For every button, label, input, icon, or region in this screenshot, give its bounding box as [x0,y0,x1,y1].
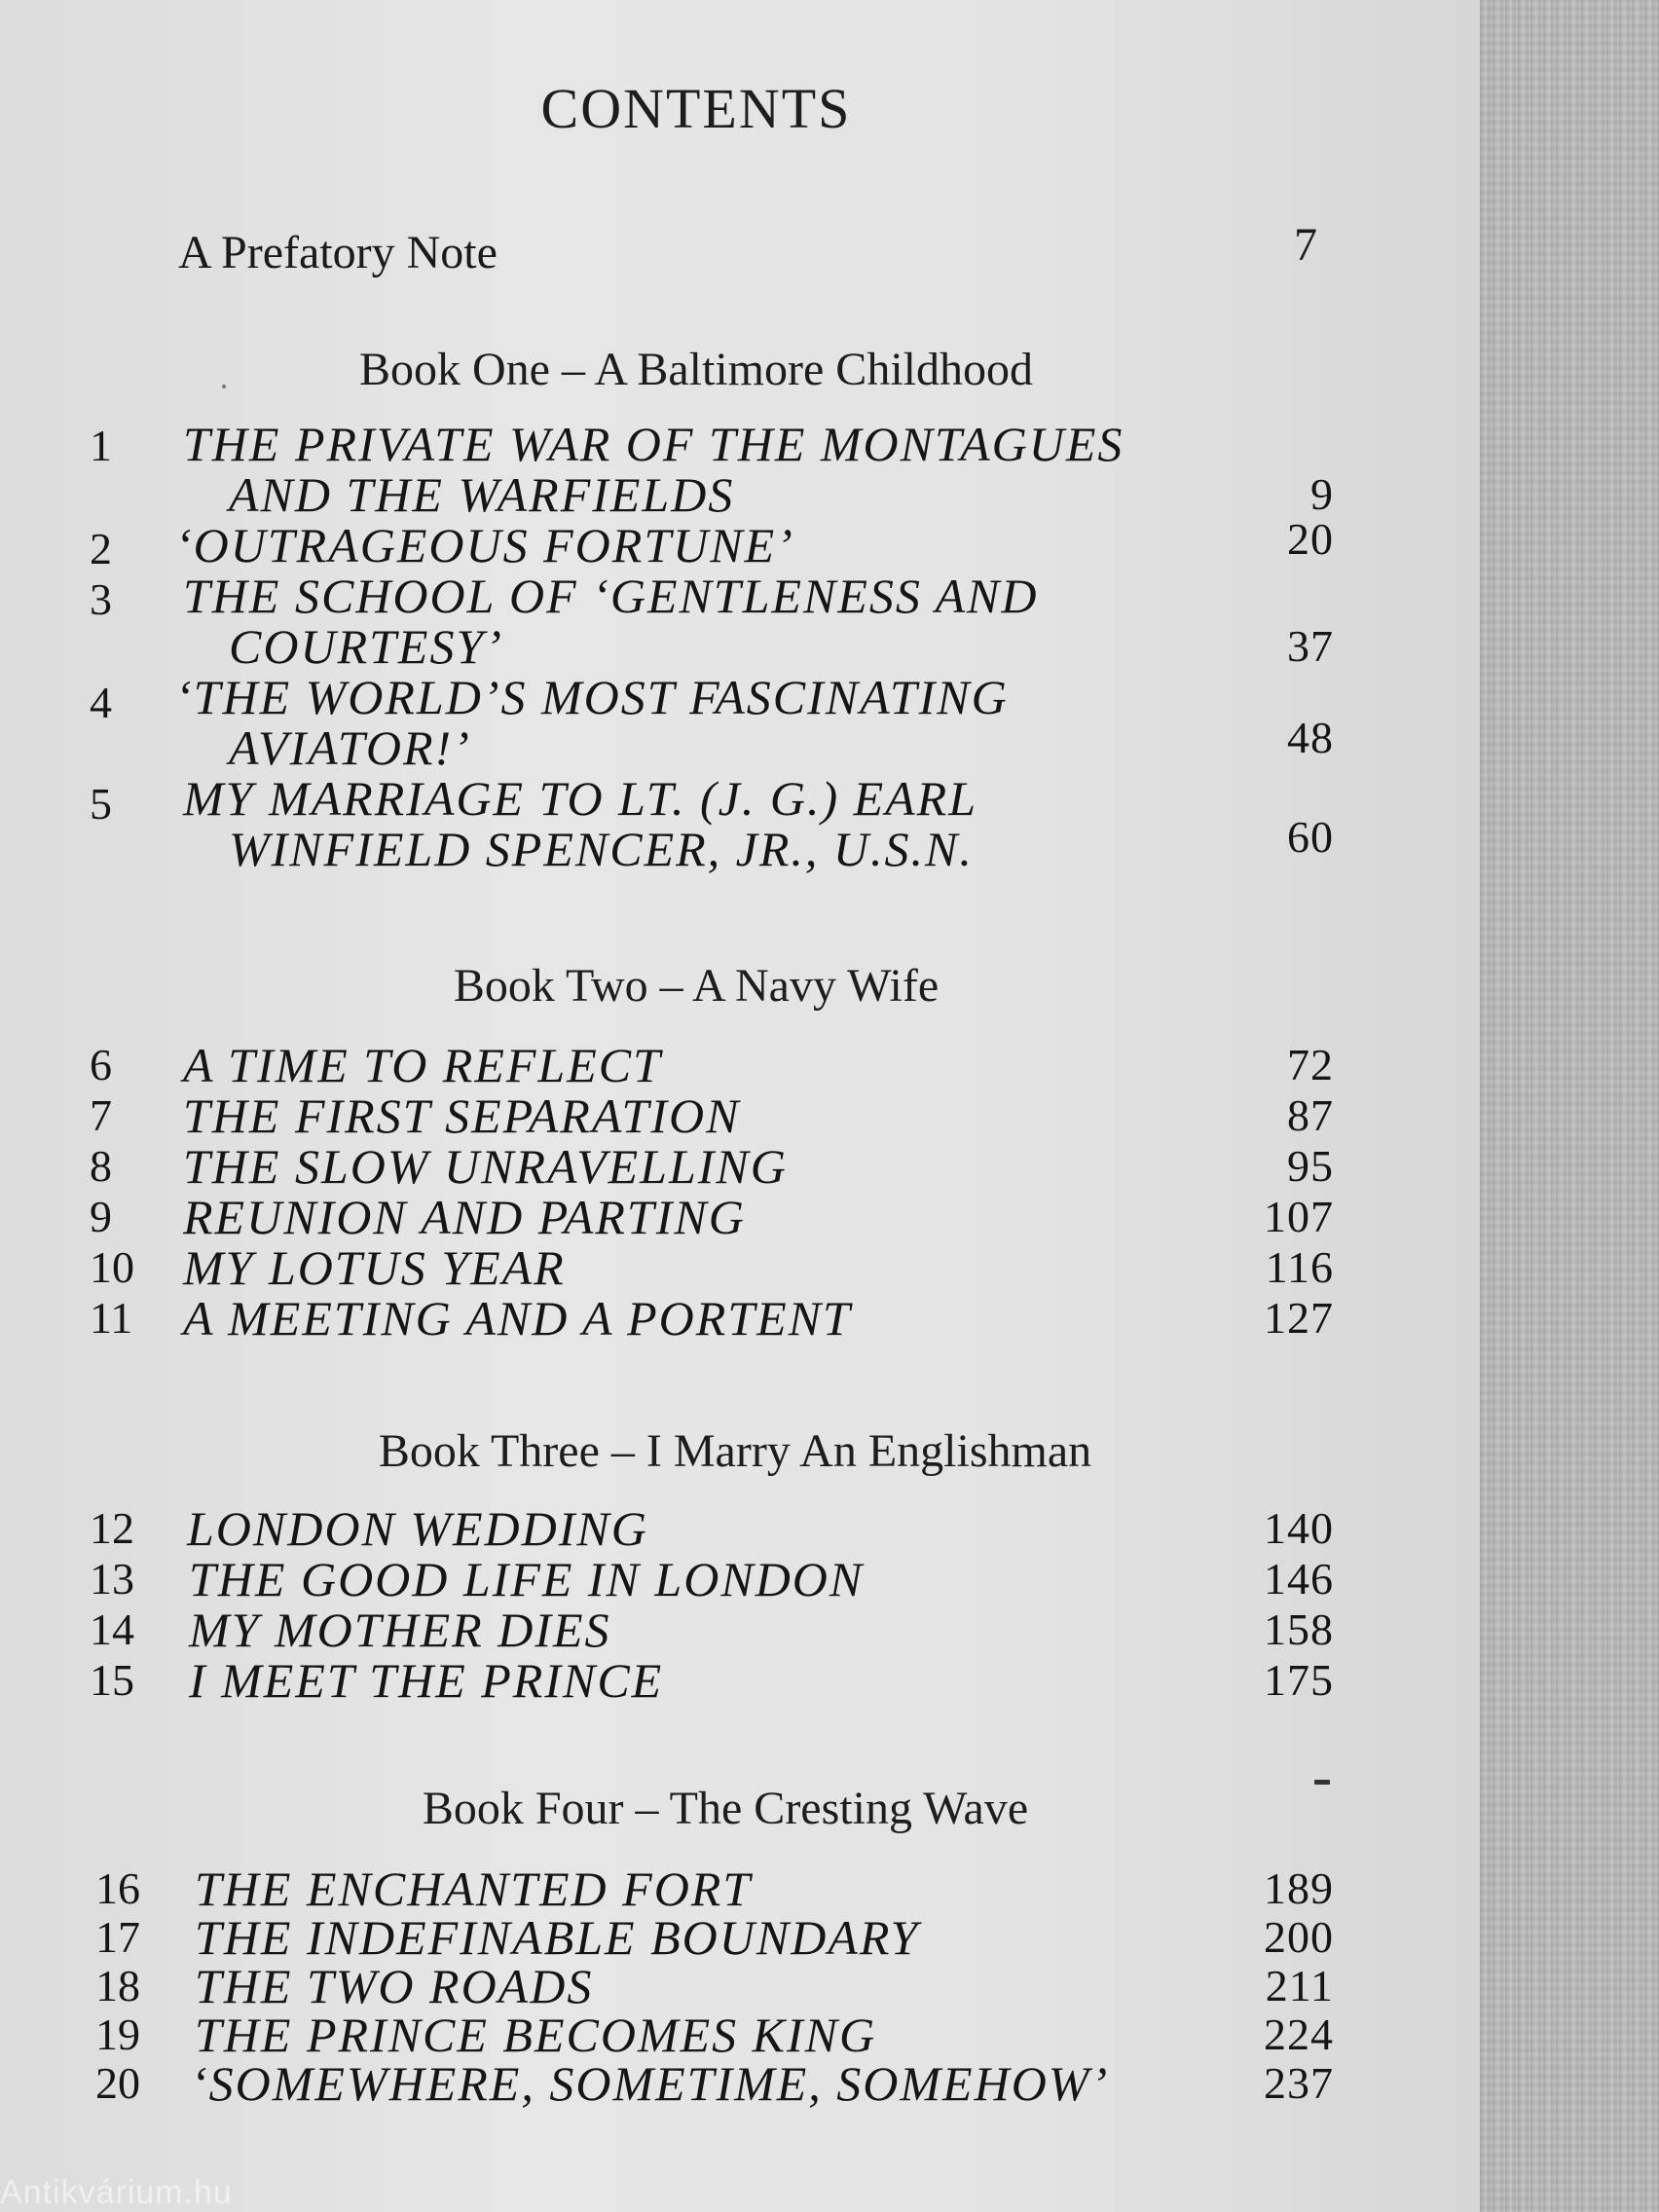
chapter-entry [0,1655,1334,1706]
paper-speck [1314,1780,1330,1785]
chapter-page-number: 116 [1265,1242,1334,1292]
chapter-title-line: THE INDEFINABLE BOUNDARY [195,1910,920,1965]
preface-label: A Prefatory Note [178,227,498,278]
chapter-page-number: 48 [1287,713,1334,762]
chapter-title-line: MY LOTUS YEAR [183,1240,566,1295]
chapter-title-line: THE FIRST SEPARATION [183,1088,741,1143]
book-2-chapter-list [0,1040,1334,1344]
chapter-title-line: ‘THE WORLD’S MOST FASCINATING [175,670,1009,724]
chapter-title-line: LONDON WEDDING [187,1501,648,1556]
chapter-page-number: 175 [1264,1655,1334,1705]
watermark: Antikvárium.hu [0,2174,233,2211]
preface-entry [178,219,1317,279]
chapter-title-line: ‘OUTRAGEOUS FORTUNE’ [175,518,794,572]
chapter-title-line: THE PRIVATE WAR OF THE MONTAGUES [183,417,1124,471]
chapter-entry [0,773,1334,874]
chapter-title-line: THE SLOW UNRAVELLING [183,1139,788,1194]
chapter-entry [0,1293,1334,1344]
chapter-page-number: 95 [1287,1141,1334,1191]
chapter-number: 14 [90,1604,134,1654]
chapter-page-number: 189 [1264,1863,1334,1913]
background-surface [1480,0,1659,2212]
chapter-number: 10 [90,1242,134,1292]
chapter-title-line: A TIME TO REFLECT [183,1038,662,1092]
chapter-page-number: 140 [1264,1503,1334,1553]
chapter-entry [0,1862,1334,1916]
chapter-title-line: THE ENCHANTED FORT [195,1862,753,1916]
chapter-entry [0,1910,1334,1965]
preface-page-number: 7 [1294,219,1317,271]
book-heading-4: Book Four – The Cresting Wave [422,1783,1029,1834]
chapter-entry [0,1604,1334,1655]
chapter-page-number: 60 [1287,812,1334,862]
chapter-page-number: 87 [1287,1090,1334,1140]
chapter-title-line: MY MARRIAGE TO LT. (J. G.) EARL [183,771,978,826]
chapter-page-number: 224 [1264,2009,1334,2059]
chapter-entry [0,1959,1334,2013]
chapter-title-line: REUNION AND PARTING [183,1190,746,1244]
chapter-title-line: AVIATOR!’ [229,720,471,775]
chapter-title-line: MY MOTHER DIES [189,1603,611,1657]
chapter-entry [0,1554,1334,1604]
chapter-page-number: 211 [1265,1961,1334,2010]
chapter-page-number: 237 [1264,2058,1334,2108]
chapter-entry [0,1192,1334,1242]
chapter-number: 5 [90,779,112,829]
chapter-number: 11 [90,1293,133,1343]
chapter-page-number: 37 [1287,621,1334,671]
book-1-chapter-list [0,419,1334,874]
chapter-title-line: AND THE WARFIELDS [229,467,735,522]
chapter-entry [0,2008,1334,2062]
chapter-number: 16 [95,1863,140,1913]
chapter-title-line: THE PRINCE BECOMES KING [195,2008,877,2062]
chapter-number: 3 [90,574,112,624]
chapter-title-line: A MEETING AND A PORTENT [183,1291,852,1346]
chapter-number: 19 [95,2009,140,2059]
chapter-number: 9 [90,1192,112,1241]
chapter-page-number: 146 [1264,1554,1334,1604]
chapter-number: 20 [95,2058,140,2108]
paper-speck [222,385,226,388]
book-heading-3: Book Three – I Marry An Englishman [378,1425,1092,1477]
chapter-title-line: THE GOOD LIFE IN LONDON [189,1552,865,1606]
chapter-number: 7 [90,1090,112,1140]
chapter-page-number: 20 [1287,514,1334,564]
chapter-entry [0,672,1334,773]
chapter-number: 18 [95,1961,140,2010]
chapter-entry [0,571,1334,672]
chapter-page-number: 200 [1264,1912,1334,1962]
chapter-page-number: 107 [1264,1192,1334,1241]
chapter-entry [0,419,1334,520]
chapter-page-number: 9 [1310,469,1334,519]
chapter-number: 1 [90,421,112,470]
chapter-entry [0,1141,1334,1192]
chapter-number: 15 [90,1655,134,1705]
chapter-entry [0,2056,1334,2111]
chapter-title-line: THE TWO ROADS [195,1959,594,2013]
book-4-chapter-list [0,1862,1334,2111]
chapter-number: 4 [90,678,112,727]
chapter-page-number: 72 [1287,1040,1334,1089]
book-heading-2: Book Two – A Navy Wife [453,960,940,1012]
book-3-chapter-list [0,1503,1334,1706]
chapter-title-line: THE SCHOOL OF ‘GENTLENESS AND [183,569,1039,623]
chapter-title-line: COURTESY’ [229,619,503,674]
chapter-number: 8 [90,1141,112,1191]
chapter-page-number: 127 [1264,1293,1334,1343]
chapter-title-line: WINFIELD SPENCER, JR., U.S.N. [229,822,974,876]
book-heading-1: Book One – A Baltimore Childhood [359,344,1033,395]
chapter-title-line: I MEET THE PRINCE [189,1653,664,1708]
chapter-number: 17 [95,1912,140,1962]
chapter-number: 2 [90,524,112,573]
chapter-entry [0,1040,1334,1090]
chapter-title-line: ‘SOMEWHERE, SOMETIME, SOMEHOW’ [191,2056,1110,2111]
chapter-number: 12 [90,1503,134,1553]
chapter-entry [0,1503,1334,1554]
chapter-entry [0,1090,1334,1141]
chapter-number: 6 [90,1040,112,1089]
chapter-number: 13 [90,1554,134,1604]
chapter-page-number: 158 [1264,1604,1334,1654]
chapter-entry [0,1242,1334,1293]
chapter-entry [0,514,1334,573]
page-title: CONTENTS [540,77,852,140]
